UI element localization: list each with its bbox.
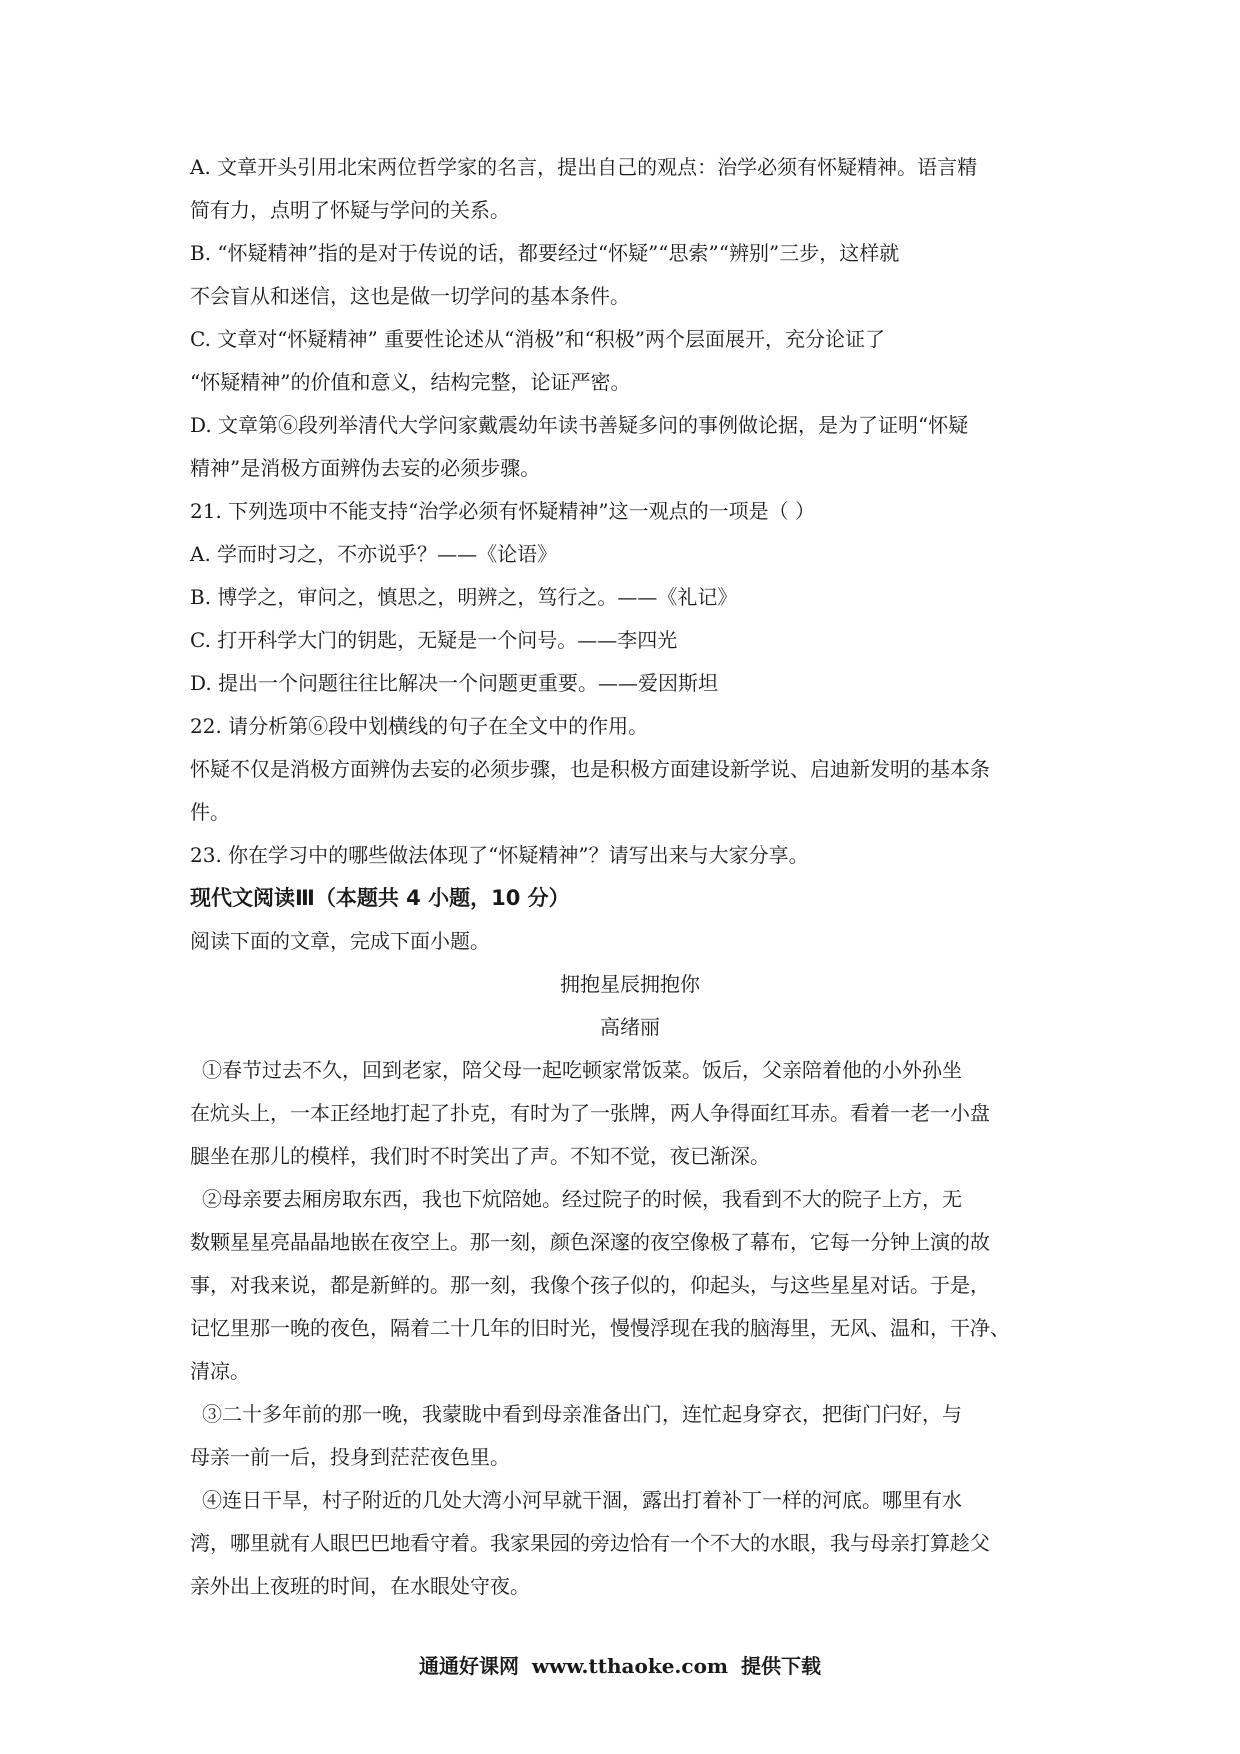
article-line: ③二十多年前的那一晚，我蒙眬中看到母亲准备出门，连忙起身穿衣，把街门闩好，与 — [202, 1402, 962, 1426]
article-title: 拥抱星辰拥抱你 — [560, 972, 700, 996]
article-line: 腿坐在那儿的模样，我们时不时笑出了声。不知不觉，夜已渐深。 — [190, 1144, 770, 1168]
page-footer — [0, 1650, 1240, 1679]
question-21-option-a: A. 学而时习之，不亦说乎？——《论语》 — [190, 542, 558, 566]
question-22-stem: 22. 请分析第⑥段中划横线的句子在全文中的作用。 — [190, 714, 649, 738]
question-21-option-b: B. 博学之，审问之，慎思之，明辨之，笃行之。——《礼记》 — [190, 585, 738, 609]
option-d-line1: D. 文章第⑥段列举清代大学问家戴震幼年读书善疑多问的事例做论据，是为了证明“怀疑 — [190, 413, 969, 437]
option-c-line1: C. 文章对“怀疑精神” 重要性论述从“消极”和“积极”两个层面展开，充分论证了 — [190, 327, 886, 351]
article-line: 亲外出上夜班的时间，在水眼处守夜。 — [190, 1574, 530, 1598]
article-line: 母亲一前一后，投身到茫茫夜色里。 — [190, 1445, 510, 1469]
article-line: 事，对我来说，都是新鲜的。那一刻，我像个孩子似的，仰起头，与这些星星对话。于是， — [190, 1273, 990, 1297]
option-b-line1: B. “怀疑精神”指的是对于传说的话，都要经过“怀疑”“思索”“辨别”三步，这样就 — [190, 241, 900, 265]
question-21-stem: 21. 下列选项中不能支持“治学必须有怀疑精神”这一观点的一项是（ ） — [190, 499, 815, 523]
article-line: ④连日干旱，村子附近的几处大湾小河早就干涸，露出打着补丁一样的河底。哪里有水 — [202, 1488, 962, 1512]
footer-url[interactable]: www.tthaoke.com — [531, 1654, 729, 1678]
option-c-line2: “怀疑精神”的价值和意义，结构完整，论证严密。 — [190, 370, 631, 394]
page-content — [190, 146, 1070, 1608]
section-heading: 现代文阅读Ⅲ（本题共 4 小题，10 分） — [190, 886, 570, 910]
article-line: 数颗星星亮晶晶地嵌在夜空上。那一刻，颜色深邃的夜空像极了幕布，它每一分钟上演的故 — [190, 1230, 990, 1254]
option-a-line2: 简有力，点明了怀疑与学问的关系。 — [190, 198, 510, 222]
article-author: 高绪丽 — [600, 1015, 660, 1039]
question-23-stem: 23. 你在学习中的哪些做法体现了“怀疑精神”？请写出来与大家分享。 — [190, 843, 809, 867]
article-line: 记忆里那一晚的夜色，隔着二十几年的旧时光，慢慢浮现在我的脑海里，无风、温和，干净、 — [190, 1316, 1010, 1340]
section-instruction: 阅读下面的文章，完成下面小题。 — [190, 929, 490, 953]
question-22-quote-line1: 怀疑不仅是消极方面辨伪去妄的必须步骤，也是积极方面建设新学说、启迪新发明的基本条 — [190, 757, 990, 781]
article-line: 湾，哪里就有人眼巴巴地看守着。我家果园的旁边恰有一个不大的水眼，我与母亲打算趁父 — [190, 1531, 990, 1555]
article-line: 在炕头上，一本正经地打起了扑克，有时为了一张牌，两人争得面红耳赤。看着一老一小盘 — [190, 1101, 990, 1125]
article-line: ①春节过去不久，回到老家，陪父母一起吃顿家常饭菜。饭后，父亲陪着他的小外孙坐 — [202, 1058, 962, 1082]
article-line: 清凉。 — [190, 1359, 250, 1383]
footer-site-name: 通通好课网 — [418, 1654, 519, 1678]
question-21-option-d: D. 提出一个问题往往比解决一个问题更重要。——爱因斯坦 — [190, 671, 719, 695]
footer-download-text: 提供下载 — [741, 1654, 822, 1678]
article-line: ②母亲要去厢房取东西，我也下炕陪她。经过院子的时候，我看到不大的院子上方，无 — [202, 1187, 962, 1211]
option-d-line2: 精神”是消极方面辨伪去妄的必须步骤。 — [190, 456, 541, 480]
option-a-line1: A. 文章开头引用北宋两位哲学家的名言，提出自己的观点：治学必须有怀疑精神。语言精 — [190, 155, 978, 179]
question-21-option-c: C. 打开科学大门的钥匙，无疑是一个问号。——李四光 — [190, 628, 678, 652]
article-body — [190, 1049, 1070, 1608]
option-b-line2: 不会盲从和迷信，这也是做一切学问的基本条件。 — [190, 284, 630, 308]
question-22-quote-line2: 件。 — [190, 800, 230, 824]
